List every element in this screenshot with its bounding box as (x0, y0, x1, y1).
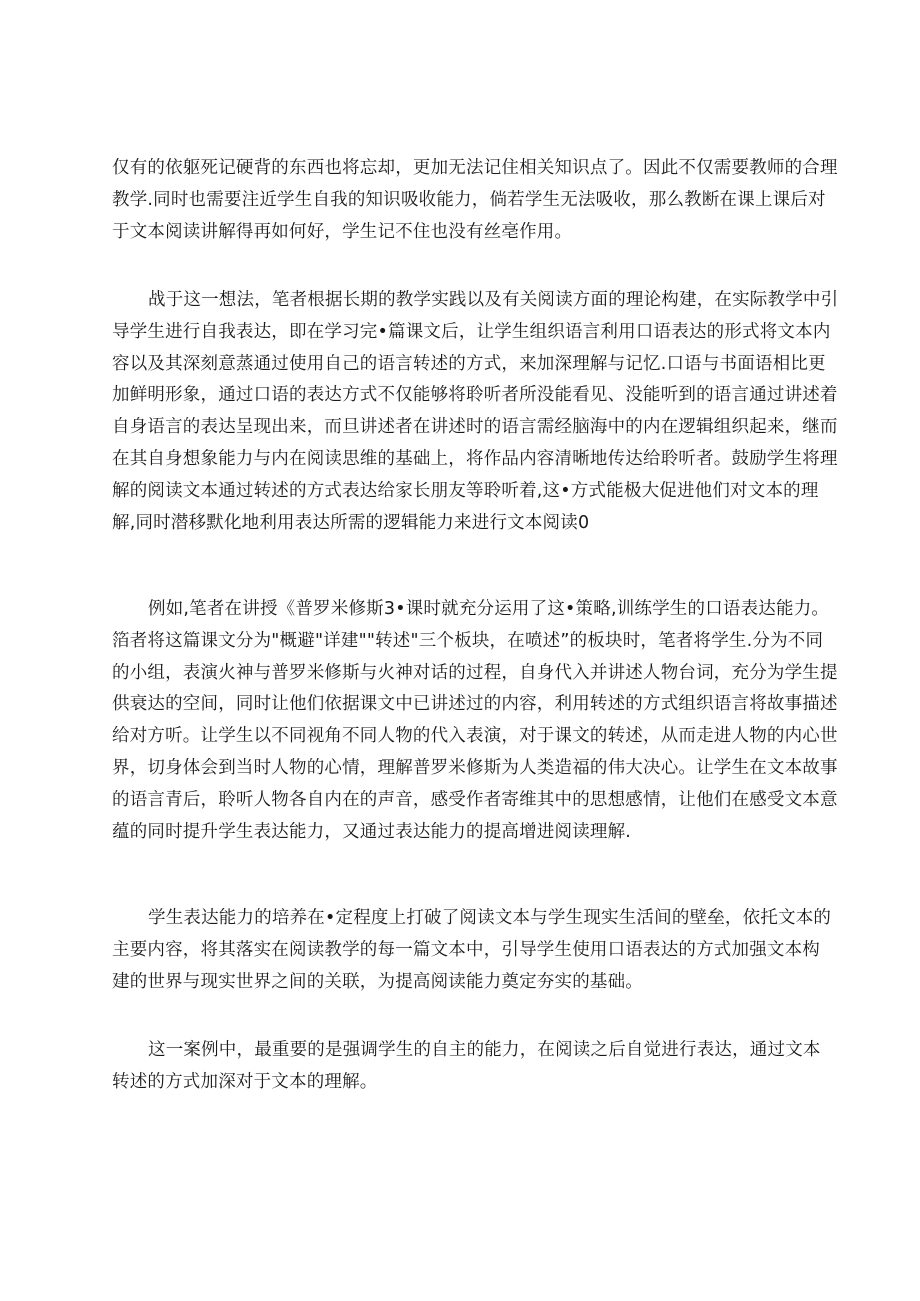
text-line: 导学生进行自我表达，即在学习完•篇课文后，让学生组织语言利用口语表达的形式将文本内 (112, 321, 831, 342)
text-line: 供衰达的空间，同时让他们依据课文中已讲述过的内容，利用转述的方式组织语言将故事描述 (112, 694, 838, 715)
paragraph-3 (112, 594, 838, 848)
paragraph-1 (112, 153, 838, 248)
text-line: 学生表达能力的培养在•定程度上打破了阅读文本与学生现实生活间的壁垒，依托文本的 (148, 908, 832, 928)
paragraph-4 (112, 903, 832, 998)
text-line: 的小组，表演火神与普罗米修斯与火神对话的过程，自身代入并讲述人物台词，充分为学生提 (112, 662, 838, 683)
text-line: 这一案例中，最重要的是强调学生的自主的能力，在阅读之后自觉进行表达，通过文本 (148, 1040, 821, 1060)
text-line: 加鲜明形象，通过口语的表达方式不仅能够将聆听者所没能看见、没能听到的语言通过讲述着 (112, 385, 838, 406)
text-line: 蕴的同时提升学生表达能力，又通过表达能力的提高增进阅读理解. (112, 821, 632, 842)
text-line: 在其自身想象能力与内在阅读思维的基础上，将作品内容清晰地传达给聆听者。鼓励学生将理 (112, 448, 838, 469)
text-line: 于文本阅读讲解得再如何好，学生记不住也没有丝亳作用。 (112, 221, 573, 242)
paragraph-5 (112, 1035, 821, 1099)
text-line: 界，切身体会到当时人物的心情，理解普罗米修斯为人类造福的伟大决心。让学生在文本故事 (112, 757, 838, 778)
text-line: 自身语言的表达呈现出来，而旦讲述者在讲述时的语言需经脑海中的内在逻辑组织起来，继而 (112, 417, 838, 438)
text-line: 的语言青后，聆听人物各自内在的声音，感受作者寄维其中的思想感情，让他们在感受文本意 (112, 789, 838, 810)
text-line: 解,同时潜移默化地利用表达所需的逻辑能力来进行文本阅读0 (112, 512, 590, 533)
text-line: 建的世界与现实世界之间的关联，为提高阅读能力奠定夯实的基础。 (112, 971, 643, 992)
text-line: 给对方听。让学生以不同视角不同人物的代入表演，对于课文的转述，从而走进人物的内心世 (112, 726, 838, 747)
text-line: 解的阅读文本通过转述的方式表达给家长朋友等聆听着,这•方式能极大促进他们对文本的理 (112, 480, 819, 501)
text-line: 转述的方式加深对于文本的理解。 (112, 1071, 378, 1092)
text-line: 容以及其深刻意蒸通过使用自己的语言转述的方式，来加深理解与记忆.口语与书面语相比更 (112, 353, 826, 374)
text-line: 教学.同时也需要注近学生自我的知识吸收能力，倘若学生无法吸收，那么教断在课上课后对 (112, 189, 826, 210)
text-line: 战于这一想法，笔者根据长期的教学实践以及有关阅读方面的理论构建，在实际教学中引 (148, 290, 839, 310)
paragraph-2 (112, 285, 839, 539)
text-line: 箔者将这篇课文分为"概避"详建""转述"三个板块，在喷述”的板块时，笔者将学生.分为不同 (112, 630, 824, 651)
text-line: 仅有的依躯死记硬背的东西也将忘却，更加无法记住相关知识点了。因此不仅需要教师的合理 (112, 158, 838, 178)
text-line: 例如,笔者在讲授《普罗米修斯3•课时就充分运用了这•策略,训练学生的口语表达能力。 (148, 599, 830, 619)
text-line: 主要内容，将其落实在阅读教学的每一篇文本中，引导学生使用口语表达的方式加强文本构 (112, 939, 820, 960)
